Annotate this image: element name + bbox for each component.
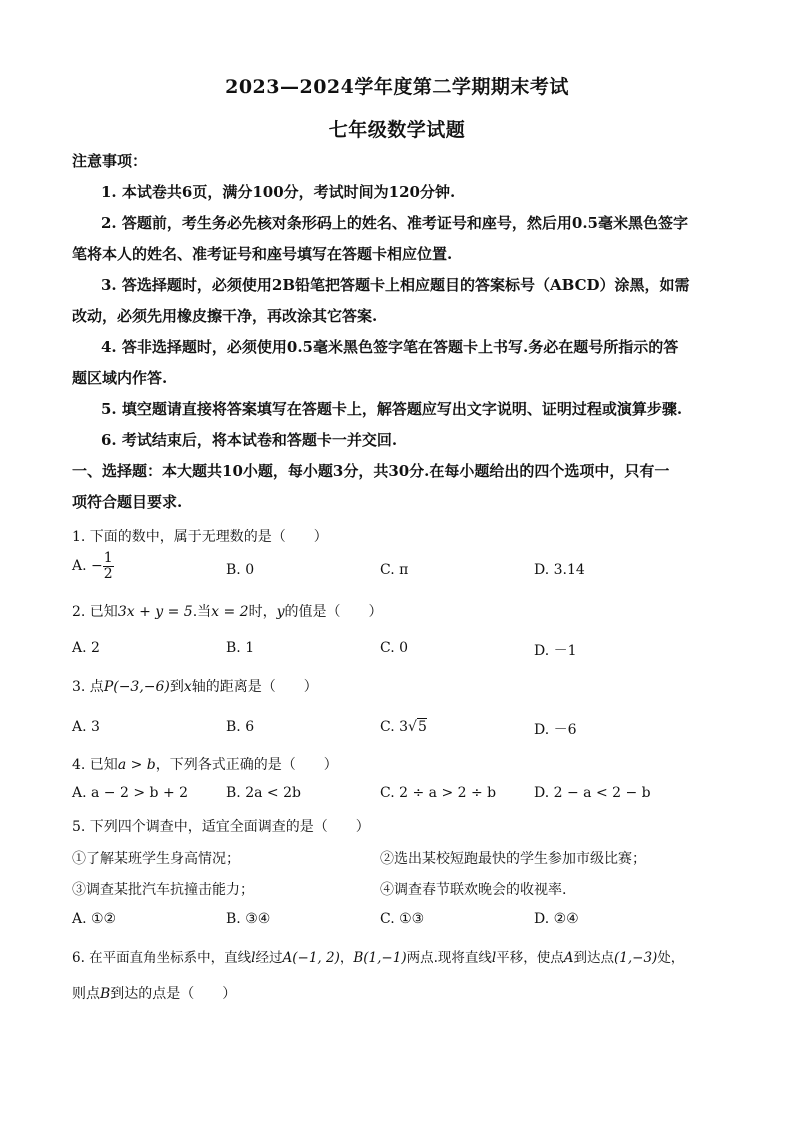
- q5-option-b: B. ③④: [226, 911, 271, 927]
- q5-statement-3: ③调查某批汽车抗撞击能力；: [72, 882, 254, 898]
- q2-option-c: C. 0: [380, 640, 409, 656]
- q2-option-a: A. 2: [72, 640, 100, 656]
- q2-option-b: B. 1: [226, 640, 255, 656]
- notice-item: 笔将本人的姓名、准考证号和座号填写在答题卡相应位置.: [72, 245, 453, 263]
- q5-option-d: D. ②④: [534, 911, 579, 927]
- question-6-stem-cont: 则点B到达的点是（ ）: [72, 986, 237, 1002]
- q3-option-b: B. 6: [226, 719, 255, 735]
- q4-option-b: B. 2a < 2b: [226, 785, 301, 801]
- question-2-stem: 2. 已知3x + y = 5.当x = 2时，y的值是（ ）: [72, 604, 383, 620]
- q1-option-b: B. 0: [226, 562, 255, 578]
- q5-statement-1: ①了解某班学生身高情况；: [72, 851, 240, 867]
- question-1-stem: 1. 下面的数中，属于无理数的是（ ）: [72, 529, 328, 545]
- question-6-stem: 6. 在平面直角坐标系中，直线l经过A(−1, 2)，B(1,−1)两点.现将直线l平移，使点A到达点(1,−3)处，: [72, 950, 685, 966]
- q5-statement-2: ②选出某校短跑最快的学生参加市级比赛；: [380, 851, 646, 867]
- notice-heading: 注意事项：: [72, 152, 148, 170]
- notice-item: 3. 答选择题时，必须使用2B铅笔把答题卡上相应题目的答案标号（ABCD）涂黑，如需: [101, 276, 690, 294]
- section-heading-cont: 项符合题目要求.: [72, 493, 183, 511]
- q3-option-a: A. 3: [72, 719, 100, 735]
- q3-option-d: D. －6: [534, 722, 577, 738]
- q3-option-c: C. 3√5: [380, 719, 427, 735]
- section-heading: 一、选择题：本大题共10小题，每小题3分，共30分.在每小题给出的四个选项中，只有一: [72, 462, 670, 480]
- notice-item: 6. 考试结束后，将本试卷和答题卡一并交回.: [101, 431, 398, 449]
- q4-option-c: C. 2 ÷ a > 2 ÷ b: [380, 785, 497, 801]
- notice-item: 2. 答题前，考生务必先核对条形码上的姓名、准考证号和座号，然后用0.5毫米黑色签字: [101, 214, 688, 232]
- q4-option-d: D. 2 − a < 2 − b: [534, 785, 651, 801]
- notice-item: 5. 填空题请直接将答案填写在答题卡上，解答题应写出文字说明、证明过程或演算步骤.: [101, 400, 683, 418]
- q1-option-c: C. π: [380, 562, 409, 578]
- exam-title: 2023—2024学年度第二学期期末考试: [225, 76, 569, 98]
- q2-option-d: D. －1: [534, 643, 577, 659]
- notice-item: 改动，必须先用橡皮擦干净，再改涂其它答案.: [72, 307, 378, 325]
- notice-item: 题区域内作答.: [72, 369, 168, 387]
- question-3-stem: 3. 点P(−3,−6)到x轴的距离是（ ）: [72, 679, 318, 695]
- q4-option-a: A. a − 2 > b + 2: [72, 785, 189, 801]
- notice-item: 4. 答非选择题时，必须使用0.5毫米黑色签字笔在答题卡上书写.务必在题号所指示的答: [101, 338, 679, 356]
- notice-item: 1. 本试卷共6页，满分100分，考试时间为120分钟.: [101, 183, 456, 201]
- fraction: $\frac{1}{2}$: [103, 550, 113, 582]
- q1-option-d: D. 3.14: [534, 562, 585, 578]
- q5-statement-4: ④调查春节联欢晚会的收视率.: [380, 882, 567, 898]
- exam-subtitle: 七年级数学试题: [328, 119, 466, 141]
- question-5-stem: 5. 下列四个调查中，适宜全面调查的是（ ）: [72, 819, 370, 835]
- q5-option-c: C. ①③: [380, 911, 425, 927]
- q1-option-a: A. − $\frac{1}{2}$: [72, 550, 113, 582]
- q5-option-a: A. ①②: [72, 911, 117, 927]
- question-4-stem: 4. 已知a > b，下列各式正确的是（ ）: [72, 757, 338, 773]
- sqrt-sign: √: [408, 719, 417, 735]
